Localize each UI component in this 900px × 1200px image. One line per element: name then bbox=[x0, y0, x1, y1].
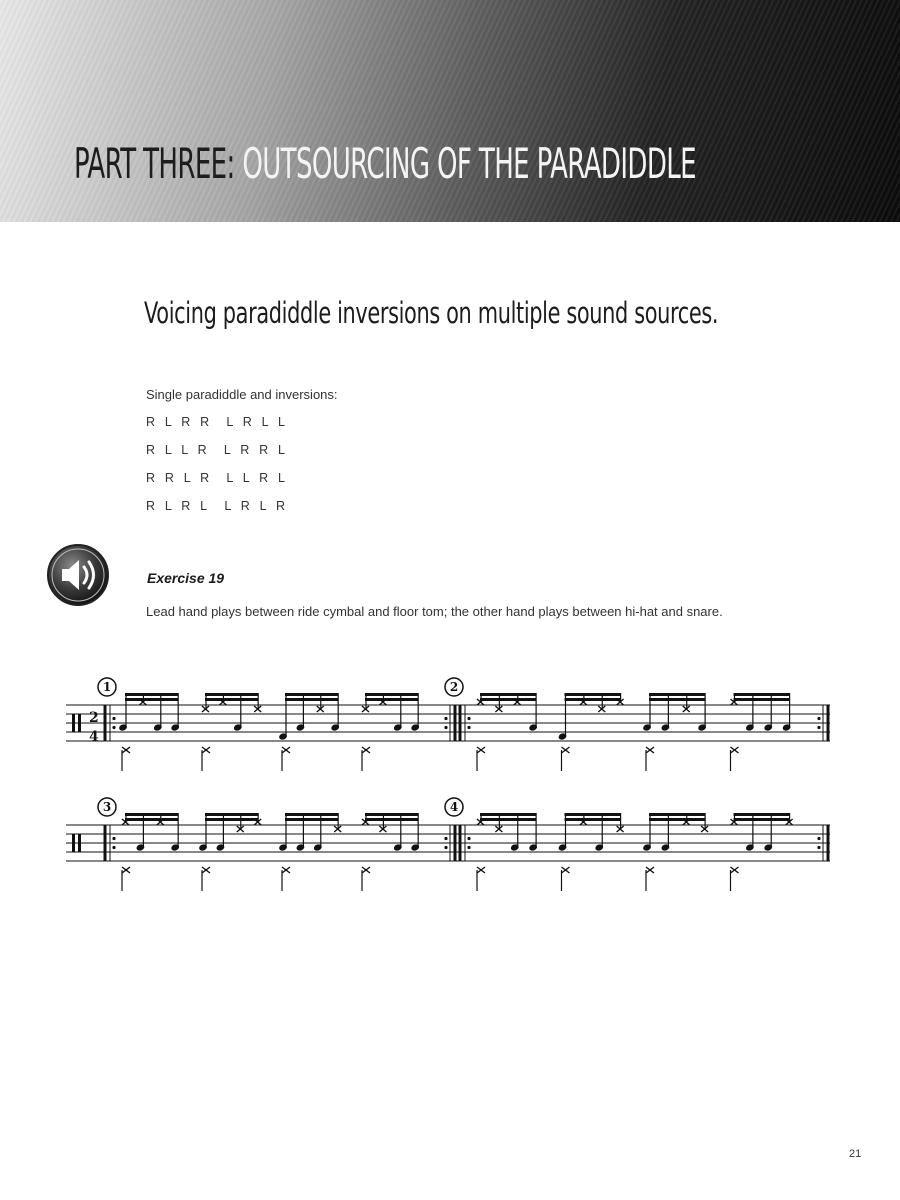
section-number: 1 bbox=[102, 680, 112, 694]
time-signature-bottom: 4 bbox=[89, 729, 99, 745]
sticking-b: L R L R bbox=[224, 499, 289, 513]
repeat-dot bbox=[444, 717, 447, 720]
sticking-a: R R L R bbox=[146, 471, 213, 485]
section-number: 3 bbox=[102, 800, 112, 814]
beam bbox=[649, 818, 705, 821]
repeat-dot bbox=[112, 726, 115, 729]
beam bbox=[734, 698, 790, 701]
beam bbox=[480, 813, 536, 816]
beam bbox=[565, 818, 621, 821]
repeat-dot bbox=[467, 726, 470, 729]
sticking-b: L R R L bbox=[223, 443, 289, 457]
repeat-dot bbox=[112, 717, 115, 720]
beam bbox=[205, 818, 258, 821]
beam bbox=[365, 818, 418, 821]
repeat-dot bbox=[817, 837, 820, 840]
beam bbox=[365, 698, 418, 701]
beam bbox=[734, 693, 790, 696]
beam bbox=[480, 818, 536, 821]
sticking-a: R L R R bbox=[146, 415, 213, 429]
intro-text: Single paradiddle and inversions: bbox=[146, 387, 338, 402]
sticking-b: L L R L bbox=[226, 471, 289, 485]
beam bbox=[649, 698, 705, 701]
beam bbox=[285, 693, 338, 696]
beam bbox=[734, 818, 790, 821]
percussion-clef bbox=[78, 834, 81, 852]
repeat-dot bbox=[112, 846, 115, 849]
beam bbox=[285, 813, 338, 816]
repeat-dot bbox=[444, 837, 447, 840]
beam bbox=[125, 813, 178, 816]
beam bbox=[205, 698, 258, 701]
repeat-dot bbox=[817, 726, 820, 729]
beam bbox=[365, 813, 418, 816]
beam bbox=[565, 693, 621, 696]
sticking-a: R L L R bbox=[146, 443, 210, 457]
exercise-description: Lead hand plays between ride cymbal and floor tom; the other hand plays between hi-hat and snare. bbox=[146, 604, 723, 619]
beam bbox=[285, 698, 338, 701]
beam bbox=[734, 813, 790, 816]
beam bbox=[480, 698, 536, 701]
repeat-dot bbox=[444, 726, 447, 729]
time-signature-top: 2 bbox=[89, 710, 99, 726]
beam bbox=[205, 693, 258, 696]
percussion-clef bbox=[72, 714, 75, 732]
sticking-b: L R L L bbox=[226, 415, 289, 429]
beam bbox=[565, 813, 621, 816]
repeat-dot bbox=[467, 837, 470, 840]
section-subtitle: Voicing paradiddle inversions on multiple sound sources. bbox=[144, 296, 719, 330]
exercise-title: Exercise 19 bbox=[147, 570, 225, 586]
repeat-dot bbox=[112, 837, 115, 840]
repeat-dot bbox=[817, 717, 820, 720]
beam bbox=[649, 693, 705, 696]
beam bbox=[365, 693, 418, 696]
repeat-dot bbox=[444, 846, 447, 849]
section-number: 4 bbox=[449, 800, 459, 814]
repeat-dot bbox=[467, 846, 470, 849]
sticking-a: R L R L bbox=[146, 499, 211, 513]
repeat-dot bbox=[467, 717, 470, 720]
page-number: 21 bbox=[849, 1148, 862, 1160]
chapter-title-prefix: PART THREE: bbox=[74, 139, 235, 188]
chapter-title-main: OUTSOURCING OF THE PARADIDDLE bbox=[242, 139, 696, 188]
beam bbox=[285, 818, 338, 821]
section-number: 2 bbox=[449, 680, 459, 694]
beam bbox=[205, 813, 258, 816]
beam bbox=[125, 693, 178, 696]
beam bbox=[125, 818, 178, 821]
beam bbox=[480, 693, 536, 696]
beam bbox=[565, 698, 621, 701]
repeat-dot bbox=[817, 846, 820, 849]
percussion-clef bbox=[78, 714, 81, 732]
beam bbox=[649, 813, 705, 816]
beam bbox=[125, 698, 178, 701]
percussion-clef bbox=[72, 834, 75, 852]
